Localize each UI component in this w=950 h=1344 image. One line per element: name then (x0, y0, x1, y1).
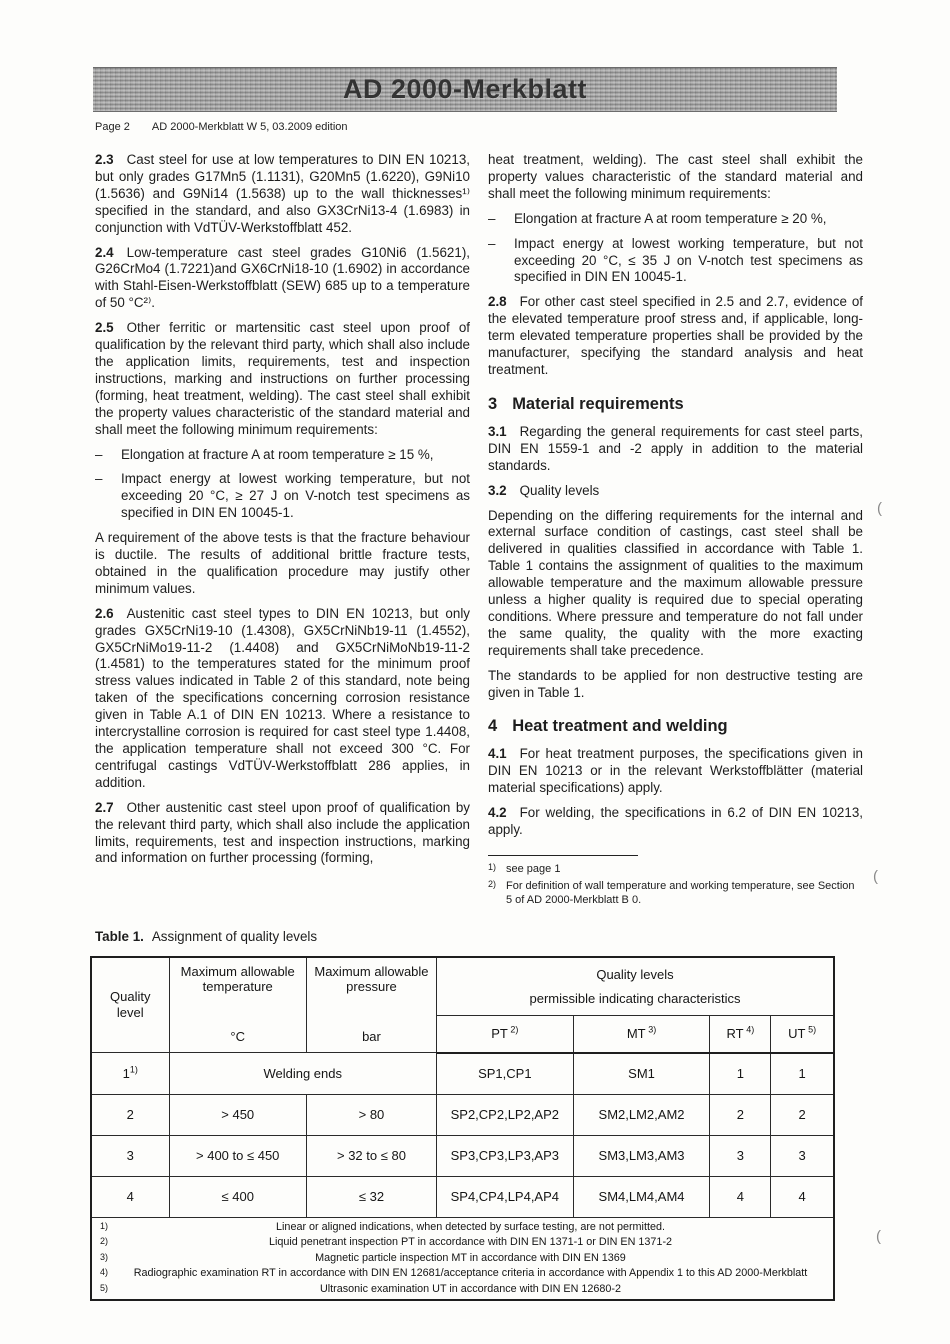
cell-temp: ≤ 400 (169, 1176, 306, 1217)
right-column (488, 152, 863, 910)
cell-mt: SM3,LM3,AM3 (573, 1135, 710, 1176)
page-number: Page 2 (95, 121, 130, 133)
table-footnote: 2) Liquid penetrant inspection PT in accordance with DIN EN 1371-1 or DIN EN 1371-2 (99, 1236, 673, 1248)
footnote-divider (488, 855, 638, 856)
cell-welding-ends: Welding ends (169, 1053, 436, 1095)
dash-icon: – (95, 471, 103, 487)
cell-mt: SM4,LM4,AM4 (573, 1176, 710, 1217)
cell-rt: 2 (710, 1094, 771, 1135)
edition-info: AD 2000-Merkblatt W 5, 03.2009 edition (151, 121, 348, 133)
col-header-mt: MT $^{3)}$ (573, 1015, 710, 1052)
col-header-quality-levels: Quality levels permissible indicating characteristics (436, 957, 834, 1015)
cell-pt: SP2,CP2,LP2,AP2 (436, 1094, 573, 1135)
footnote: 2) For definition of wall temperature and working temperature, see Section 5 of AD 2000-Merkblatt B 0. (488, 879, 855, 906)
section-4-2: 4.2 For welding, the specifications in 6.2 of DIN EN 10213, apply. (488, 805, 863, 838)
document-title: AD 2000-Merkblatt (342, 74, 588, 104)
cell-temp: > 400 to ≤ 450 (169, 1135, 306, 1176)
cell-level: 3 (91, 1135, 169, 1176)
col-header-temperature: Maximum allowable temperature °C (169, 957, 306, 1053)
scan-artifact: ( (873, 868, 878, 885)
table-footnote: 5) Ultrasonic examination UT in accordance with DIN EN 12680-2 (99, 1282, 622, 1295)
list-item: – Elongation at fracture A at room temperature ≥ 20 %, (488, 210, 827, 226)
cell-level: 1$^{1)}$ (91, 1053, 169, 1095)
col-header-ut: UT $^{5)}$ (771, 1015, 834, 1052)
table-footnotes-row (91, 1217, 834, 1300)
paragraph-continued: heat treatment, welding). The cast steel shall exhibit the property values characteristic of the standard material and shall meet the following minimum requirements: (488, 152, 863, 201)
section-2-3: 2.3 Cast steel for use at low temperatures to DIN EN 10213, but only grades G17Mn5 (1.1131), G20Mn5 (1.6220), G9Ni10 (1.5636) and G9Ni14 (1.5638) up to the wall thicknesses¹⁾ specified in the standard, and also GX3CrNi13-4 (1.6983) in conjunction with VdTÜV-Werkstoffblatt 452. (95, 152, 470, 235)
cell-ut: 1 (771, 1053, 834, 1095)
table-caption: Table 1. Assignment of quality levels (95, 929, 318, 944)
cell-level: 2 (91, 1094, 169, 1135)
col-header-rt: RT $^{4)}$ (710, 1015, 771, 1052)
cell-pt: SP3,CP3,LP3,AP3 (436, 1135, 573, 1176)
cell-pt: SP4,CP4,LP4,AP4 (436, 1176, 573, 1217)
paragraph: A requirement of the above tests is that the fracture behaviour is ductile. The results of additional brittle fracture tests, obtained in the qualification procedure may justify other minimum values. (95, 530, 470, 596)
list-item: – Impact energy at lowest working temperature, but not exceeding 20 °C, ≤ 35 J on V-notch test specimens as specified in DIN EN 10045-1. (488, 235, 863, 285)
header-banner (93, 67, 837, 112)
section-2-8: 2.8 For other cast steel specified in 2.5 and 2.7, evidence of the elevated temperature proof stress and, if applicable, long-term elevated temperature properties shall be provided by the manufacturer, specifying the standard analysis and heat treatment. (488, 294, 863, 377)
list-item: – Elongation at fracture A at room temperature ≥ 15 %, (95, 446, 434, 462)
cell-ut: 4 (771, 1176, 834, 1217)
section-2-6: 2.6 Austenitic cast steel types to DIN EN 10213, but only grades GX5CrNi19-10 (1.4308), GX5CrNiNb19-11 (1.4552), GX5CrNiMo19-11-2 (1.4408) and GX5CrNiMoNb19-11-2 (1.4581) to the temperatures stated for the minimum proof stress values indicated in Table 2 of this standard, note being taken of the specifications concerning corrosion resistance given in Table A.1 of DIN EN 10213. Where a resistance to intercrystalline corrosion is required for cast steel type 1.4408, the application temperature shall not exceed 300 °C. For centrifugal castings VdTÜV-Werkstoffblatt 286 applies, in addition. (95, 605, 470, 790)
section-4-1: 4.1 For heat treatment purposes, the specifications given in DIN EN 10213 or in the relevant Werkstoffblätter (material material specifications) apply. (488, 746, 863, 796)
col-header-pt: PT $^{2)}$ (436, 1015, 573, 1052)
section-2-7: 2.7 Other austenitic cast steel upon proof of qualification by the relevant third party, which shall also include the application limits, requirements, test and inspection instructions, marking and information on further processing (forming, (95, 799, 470, 866)
page-info-line (95, 121, 348, 133)
cell-pressure: > 32 to ≤ 80 (306, 1135, 436, 1176)
paragraph: Depending on the differing requirements for the internal and external surface condition of castings, cast steel shall be delivered in qualities classified in accordance with Table 1. Table 1 contains the assignment of qualities to the maximum allowable temperature and the maximum allowable pressure unless a higher quality is required due to special operating conditions. Where pressure and temperature do not fall under the same quality, the quality with the more exacting requirements shall take precedence. (488, 507, 863, 658)
cell-pressure: ≤ 32 (306, 1176, 436, 1217)
section-2-5: 2.5 Other ferritic or martensitic cast steel upon proof of qualification by the relevant third party, which shall also include the application limits, requirements, test and inspection instructions, marking and instructions on further processing (forming, heat treatment, welding). The cast steel shall exhibit the property values characteristic of the standard material and shall meet the following minimum requirements: (95, 320, 470, 437)
section-heading-3: 3 Material requirements (488, 394, 684, 413)
table-footnote: 4) Radiographic examination RT in accordance with DIN EN 12681/acceptance criteria in accordance with Appendix 1 to this AD 2000-Merkblatt (99, 1267, 808, 1279)
col-header-quality-level: Quality level (91, 957, 169, 1053)
table-footnote: 3) Magnetic particle inspection MT in accordance with DIN EN 1369 (99, 1251, 626, 1264)
dash-icon: – (95, 446, 103, 462)
table-row (91, 1094, 834, 1135)
cell-pt: SP1,CP1 (436, 1053, 573, 1095)
cell-rt: 1 (710, 1053, 771, 1095)
table-footnote: 1) Linear or aligned indications, when detected by surface testing, are not permitted. (99, 1220, 665, 1233)
table-footnotes (91, 1217, 834, 1300)
scan-artifact: ( (876, 1228, 881, 1245)
section-3-1: 3.1 Regarding the general requirements for cast steel parts, DIN EN 1559-1 and -2 apply in addition to the material standards. (488, 423, 863, 473)
col-header-pressure: Maximum allowable pressure bar (306, 957, 436, 1053)
cell-rt: 4 (710, 1176, 771, 1217)
cell-mt: SM2,LM2,AM2 (573, 1094, 710, 1135)
cell-pressure: > 80 (306, 1094, 436, 1135)
cell-mt: SM1 (573, 1053, 710, 1095)
cell-rt: 3 (710, 1135, 771, 1176)
section-2-4: 2.4 Low-temperature cast steel grades G10Ni6 (1.5621), G26CrMo4 (1.7221)and GX6CrNi18-10 (1.6902) in accordance with Stahl-Eisen-Werkstoffblatt (SEW) 685 up to a temperature of 50 °C²⁾. (95, 244, 470, 311)
left-column (95, 152, 470, 910)
cell-temp: > 450 (169, 1094, 306, 1135)
section-heading-4: 4 Heat treatment and welding (488, 717, 728, 736)
text-columns (95, 152, 863, 910)
table-row (91, 1176, 834, 1217)
paragraph: The standards to be applied for non destructive testing are given in Table 1. (488, 667, 863, 700)
cell-ut: 2 (771, 1094, 834, 1135)
cell-level: 4 (91, 1176, 169, 1217)
table-row (91, 1135, 834, 1176)
footnote: 1) see page 1 (488, 862, 561, 875)
table-row (91, 1053, 834, 1095)
list-item: – Impact energy at lowest working temperature, but not exceeding 20 °C, ≥ 27 J on V-notch test specimens as specified in DIN EN 10045-1. (95, 471, 470, 521)
quality-levels-table (90, 956, 835, 1301)
dash-icon: – (488, 210, 496, 226)
section-3-2: 3.2 Quality levels (488, 482, 600, 498)
cell-ut: 3 (771, 1135, 834, 1176)
scan-artifact: ( (877, 500, 882, 517)
dash-icon: – (488, 235, 496, 251)
